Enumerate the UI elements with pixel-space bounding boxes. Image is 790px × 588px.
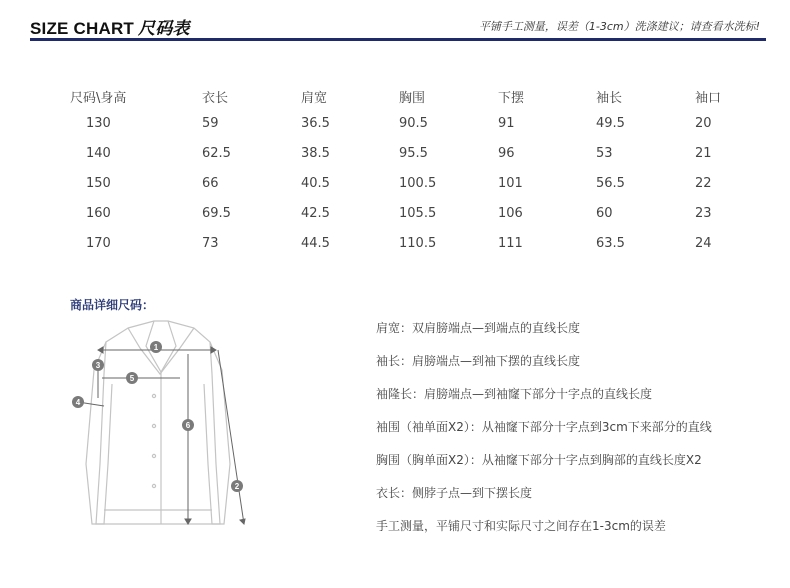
table-row bbox=[70, 138, 755, 168]
measurement-descriptions bbox=[376, 318, 712, 549]
table-cell: 20 bbox=[695, 115, 712, 131]
table-row bbox=[70, 228, 755, 258]
table-cell: 69.5 bbox=[202, 205, 231, 221]
marker-label: 3 bbox=[95, 361, 101, 370]
table-cell: 150 bbox=[86, 175, 111, 191]
table-cell: 22 bbox=[695, 175, 712, 191]
table-cell: 105.5 bbox=[399, 205, 437, 221]
table-cell: 59 bbox=[202, 115, 219, 131]
table-cell: 63.5 bbox=[596, 235, 625, 251]
description-line: 袖围（袖单面X2）：从袖窿下部分十字点到3cm下来部分的直线 bbox=[376, 420, 712, 434]
table-cell: 38.5 bbox=[301, 145, 330, 161]
column-header: 袖长 bbox=[596, 90, 623, 106]
size-table bbox=[70, 84, 755, 258]
table-row bbox=[70, 168, 755, 198]
table-cell: 101 bbox=[498, 175, 523, 191]
table-cell: 49.5 bbox=[596, 115, 625, 131]
table-cell: 24 bbox=[695, 235, 712, 251]
table-header-row bbox=[70, 84, 755, 108]
marker-label: 5 bbox=[129, 374, 135, 383]
table-cell: 110.5 bbox=[399, 235, 437, 251]
details-title: 商品详细尺码： bbox=[70, 298, 155, 312]
table-cell: 160 bbox=[86, 205, 111, 221]
table-cell: 36.5 bbox=[301, 115, 330, 131]
table-cell: 130 bbox=[86, 115, 111, 131]
table-cell: 40.5 bbox=[301, 175, 330, 191]
description-line: 肩宽：双肩膀端点—到端点的直线长度 bbox=[376, 321, 581, 335]
description-line: 手工测量，平铺尺寸和实际尺寸之间存在1-3cm的误差 bbox=[376, 519, 666, 533]
table-cell: 42.5 bbox=[301, 205, 330, 221]
column-header: 尺码\身高 bbox=[70, 90, 127, 106]
column-header: 袖口 bbox=[695, 90, 722, 106]
table-cell: 62.5 bbox=[202, 145, 231, 161]
column-header: 胸围 bbox=[399, 90, 426, 106]
table-cell: 60 bbox=[596, 205, 613, 221]
table-cell: 90.5 bbox=[399, 115, 428, 131]
table-cell: 73 bbox=[202, 235, 219, 251]
table-cell: 44.5 bbox=[301, 235, 330, 251]
title-cn: 尺码表 bbox=[138, 19, 190, 38]
column-header: 下摆 bbox=[498, 90, 525, 106]
header bbox=[0, 0, 790, 44]
table-cell: 95.5 bbox=[399, 145, 428, 161]
header-divider bbox=[30, 38, 766, 41]
page-title bbox=[30, 14, 190, 39]
table-cell: 96 bbox=[498, 145, 515, 161]
table-row bbox=[70, 198, 755, 228]
marker-label: 2 bbox=[234, 482, 240, 491]
table-cell: 140 bbox=[86, 145, 111, 161]
marker-label: 1 bbox=[153, 343, 159, 352]
description-line: 衣长：侧脖子点—到下摆长度 bbox=[376, 486, 533, 500]
table-cell: 170 bbox=[86, 235, 111, 251]
shirt-diagram bbox=[68, 314, 258, 544]
column-header: 肩宽 bbox=[301, 90, 328, 106]
description-line: 胸围（胸单面X2）：从袖窿下部分十字点到胸部的直线长度X2 bbox=[376, 453, 702, 467]
table-cell: 111 bbox=[498, 235, 523, 251]
measurement-note: 平铺手工测量，误差（1-3cm）洗涤建议；请查看水洗标! bbox=[478, 20, 760, 33]
table-row bbox=[70, 108, 755, 138]
title-en: SIZE CHART bbox=[30, 19, 134, 38]
marker-label: 4 bbox=[75, 398, 81, 407]
column-header: 衣长 bbox=[202, 90, 229, 106]
table-cell: 21 bbox=[695, 145, 712, 161]
description-line: 袖长：肩膀端点—到袖下摆的直线长度 bbox=[376, 354, 581, 368]
table-cell: 66 bbox=[202, 175, 219, 191]
table-cell: 106 bbox=[498, 205, 523, 221]
table-cell: 56.5 bbox=[596, 175, 625, 191]
table-cell: 100.5 bbox=[399, 175, 437, 191]
table-cell: 91 bbox=[498, 115, 515, 131]
marker-label: 6 bbox=[185, 421, 191, 430]
table-cell: 53 bbox=[596, 145, 613, 161]
description-line: 袖隆长：肩膀端点—到袖窿下部分十字点的直线长度 bbox=[376, 387, 653, 401]
table-cell: 23 bbox=[695, 205, 712, 221]
